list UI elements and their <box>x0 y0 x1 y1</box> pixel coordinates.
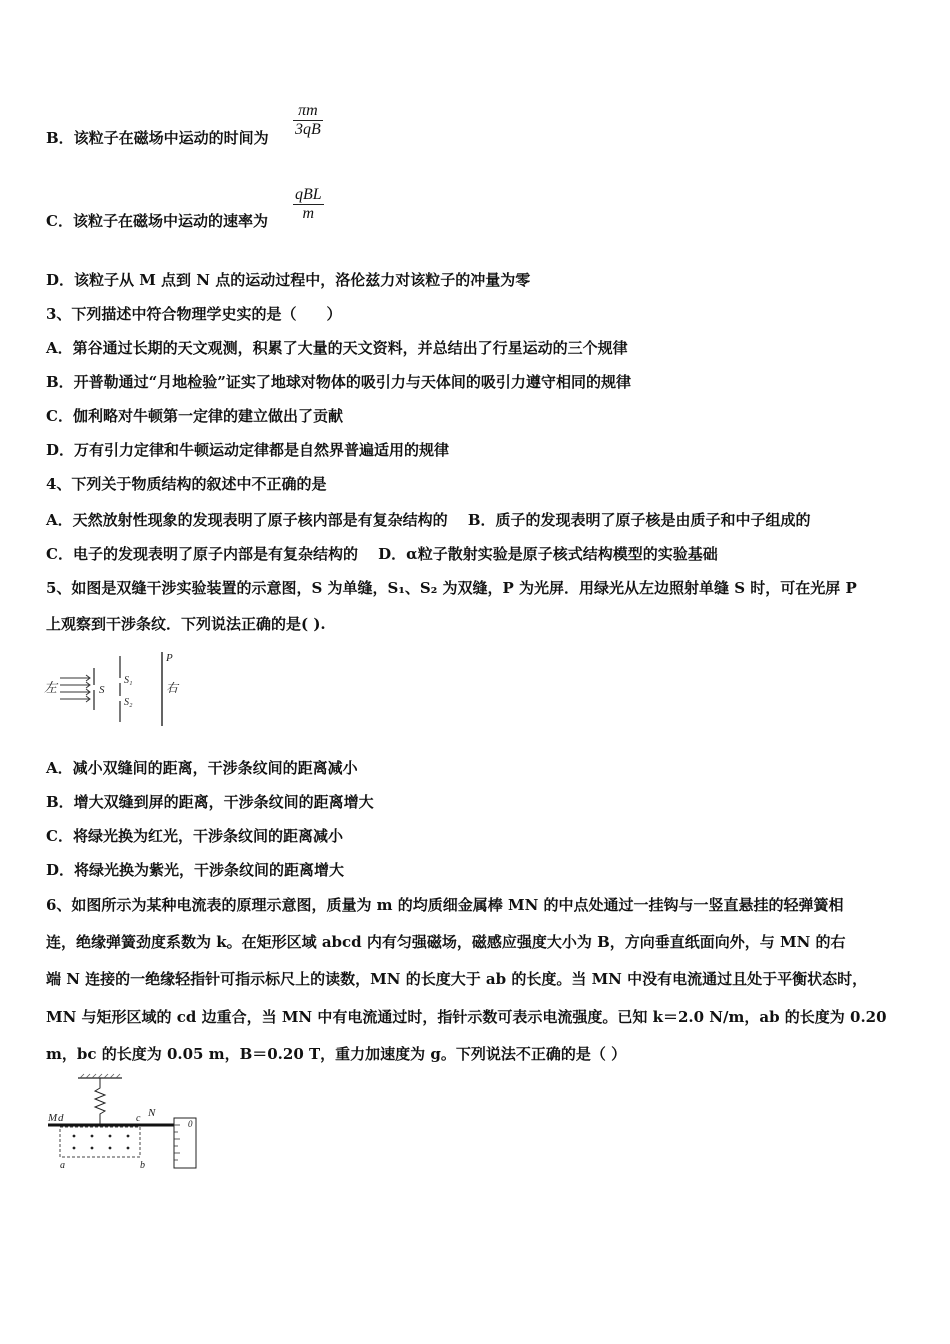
q4-options-ab: A．天然放射性现象的发现表明了原子核内部是有复杂结构的 B．质子的发现表明了原子核是由质子和中子组成的 <box>46 511 811 529</box>
double-slit-diagram <box>44 648 194 728</box>
fraction-numerator: πm <box>298 102 318 119</box>
label-s: S <box>99 684 105 696</box>
label-s1: S₁ <box>124 675 133 686</box>
label-m: M <box>48 1112 58 1124</box>
q5-option-b: B．增大双缝到屏的距离，干涉条纹间的距离增大 <box>46 793 374 811</box>
q5-stem-line2: 上观察到干涉条纹．下列说法正确的是( ). <box>46 615 326 633</box>
q6-stem-line1: 6、如图所示为某种电流表的原理示意图，质量为 m 的均质细金属棒 MN 的中点处通过一挂钩与一竖直悬挂的轻弹簧相 <box>46 896 844 914</box>
q6-stem-line3: 端 N 连接的一绝缘轻指针可指示标尺上的读数，MN 的长度大于 ab 的长度。当 MN 中没有电流通过且处于平衡状态时， <box>46 970 868 988</box>
label-zero: 0 <box>188 1119 193 1129</box>
ammeter-diagram <box>44 1072 204 1174</box>
field-dots <box>73 1135 130 1150</box>
q3-stem: 3、下列描述中符合物理学史实的是（ ） <box>46 305 342 323</box>
q2-option-d: D．该粒子从 M 点到 N 点的运动过程中，洛伦兹力对该粒子的冲量为零 <box>46 271 531 289</box>
q2-option-c: C．该粒子在磁场中运动的速率为 <box>46 212 268 230</box>
label-n: N <box>148 1107 156 1119</box>
scale-ticks <box>174 1125 180 1160</box>
q4-stem: 4、下列关于物质结构的叙述中不正确的是 <box>46 475 327 493</box>
label-p: P <box>166 652 173 664</box>
scale-frame <box>174 1118 196 1168</box>
q2-option-c-fraction <box>293 186 324 223</box>
fraction-numerator: qBL <box>295 186 322 203</box>
q3-option-c: C．伽利略对牛顿第一定律的建立做出了贡献 <box>46 407 343 425</box>
q3-option-b: B．开普勒通过“月地检验”证实了地球对物体的吸引力与天体间的吸引力遵守相同的规律 <box>46 373 631 391</box>
label-c: c <box>136 1113 141 1124</box>
q3-option-d: D．万有引力定律和牛顿运动定律都是自然界普遍适用的规律 <box>46 441 450 459</box>
label-b: b <box>140 1160 145 1171</box>
q4-options-cd: C．电子的发现表明了原子内部是有复杂结构的 D．α粒子散射实验是原子核式结构模型的实验基础 <box>46 545 718 563</box>
q2-option-b: B．该粒子在磁场中运动的时间为 <box>46 129 269 147</box>
fraction-denominator: m <box>293 204 324 223</box>
label-a: a <box>60 1160 65 1171</box>
label-d: d <box>58 1112 64 1124</box>
light-arrows <box>60 675 90 702</box>
q2-option-b-fraction <box>293 102 323 139</box>
fraction-denominator: 3qB <box>295 121 321 138</box>
q6-stem-line4: MN 与矩形区域的 cd 边重合，当 MN 中有电流通过时，指针示数可表示电流强度。已知 k＝2.0 N/m，ab 的长度为 0.20 <box>46 1008 887 1026</box>
q3-option-a: A．第谷通过长期的天文观测，积累了大量的天文资料，并总结出了行星运动的三个规律 <box>46 339 628 357</box>
magnetic-field-region <box>60 1127 140 1157</box>
label-left: 左 <box>44 680 58 695</box>
q5-stem-line1: 5、如图是双缝干涉实验装置的示意图，S 为单缝，S₁、S₂ 为双缝，P 为光屏．用绿光从左边照射单缝 S 时，可在光屏 P <box>46 579 857 597</box>
q5-option-a: A．减小双缝间的距离，干涉条纹间的距离减小 <box>46 759 358 777</box>
q5-option-c: C．将绿光换为红光，干涉条纹间的距离减小 <box>46 827 343 845</box>
q6-stem-line2: 连，绝缘弹簧劲度系数为 k。在矩形区域 abcd 内有匀强磁场，磁感应强度大小为 B，方向垂直纸面向外，与 MN 的右 <box>46 933 846 951</box>
spring <box>95 1078 105 1124</box>
q5-option-d: D．将绿光换为紫光，干涉条纹间的距离增大 <box>46 861 345 879</box>
label-s2: S₂ <box>124 697 133 708</box>
label-right: 右 <box>166 681 179 695</box>
q6-stem-line5: m，bc 的长度为 0.05 m，B＝0.20 T，重力加速度为 g。下列说法不正确的是（ ） <box>46 1045 627 1063</box>
